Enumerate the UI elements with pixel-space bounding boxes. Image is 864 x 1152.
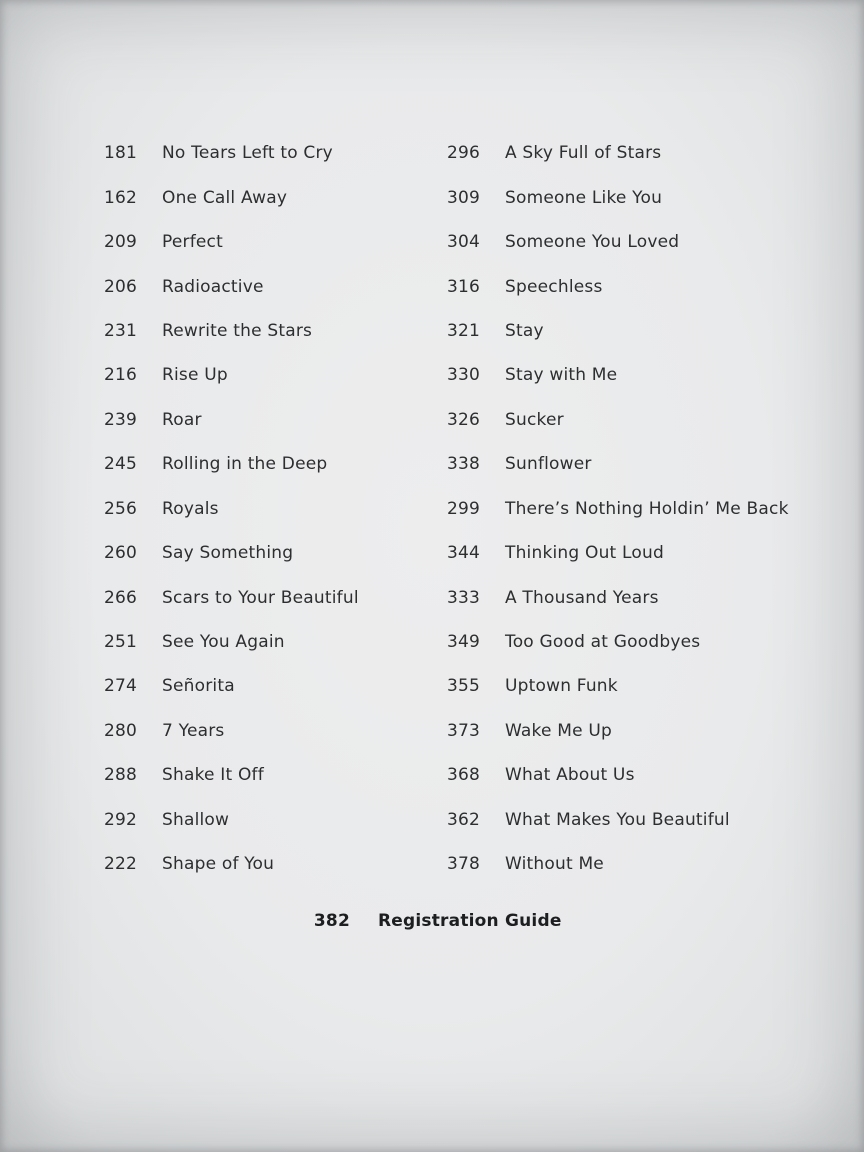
registration-guide-title: Registration Guide (378, 911, 562, 931)
toc-song-title: Say Something (162, 543, 294, 564)
toc-row (343, 264, 789, 308)
toc-page-number: 296 (446, 143, 480, 164)
toc-song-title: No Tears Left to Cry (162, 143, 333, 164)
toc-page-number: 266 (103, 587, 137, 608)
toc-page-number: 231 (103, 320, 137, 341)
toc-song-title: Sunflower (505, 454, 592, 475)
toc-page-number: 355 (446, 676, 480, 697)
song-index-left-column (0, 131, 359, 886)
toc-row (0, 664, 359, 708)
toc-page-number: 309 (446, 187, 480, 208)
toc-page-number: 222 (103, 854, 137, 875)
toc-page-number: 216 (103, 365, 137, 386)
toc-row (0, 353, 359, 397)
toc-row (343, 664, 789, 708)
toc-page-number: 288 (103, 765, 137, 786)
toc-page-number: 326 (446, 409, 480, 430)
toc-row (343, 798, 789, 842)
toc-page-number: 280 (103, 720, 137, 741)
toc-song-title: A Sky Full of Stars (505, 143, 662, 164)
toc-page-number: 338 (446, 454, 480, 475)
toc-song-title: Thinking Out Loud (505, 543, 664, 564)
toc-song-title: What Makes You Beautiful (505, 809, 730, 830)
toc-song-title: Señorita (162, 676, 235, 697)
toc-song-title: Wake Me Up (505, 720, 613, 741)
toc-page-number: 181 (103, 143, 137, 164)
toc-song-title: Shallow (162, 809, 230, 830)
registration-guide-page-number: 382 (313, 911, 350, 931)
toc-row (343, 442, 789, 486)
toc-row (343, 131, 789, 175)
toc-page-number: 349 (446, 632, 480, 653)
toc-row (343, 842, 789, 886)
toc-page-number: 378 (446, 854, 480, 875)
toc-song-title: Rewrite the Stars (162, 320, 313, 341)
toc-song-title: Scars to Your Beautiful (162, 587, 359, 608)
toc-page-number: 344 (446, 543, 480, 564)
toc-song-title: Uptown Funk (505, 676, 618, 697)
toc-song-title: Speechless (505, 276, 603, 297)
toc-page-number: 368 (446, 765, 480, 786)
toc-row (343, 353, 789, 397)
toc-song-title: What About Us (505, 765, 635, 786)
toc-row (343, 175, 789, 219)
toc-page-number: 316 (446, 276, 480, 297)
toc-row (0, 709, 359, 753)
toc-row (343, 575, 789, 619)
toc-song-title: Roar (162, 409, 202, 430)
toc-page-number: 333 (446, 587, 480, 608)
toc-song-title: Stay with Me (505, 365, 618, 386)
toc-page-number: 292 (103, 809, 137, 830)
toc-row (343, 753, 789, 797)
toc-song-title: Perfect (162, 232, 223, 253)
toc-song-title: Stay (505, 320, 544, 341)
toc-row (0, 398, 359, 442)
toc-row (0, 131, 359, 175)
toc-page-number: 206 (103, 276, 137, 297)
toc-row (0, 220, 359, 264)
toc-row (0, 842, 359, 886)
toc-row (0, 620, 359, 664)
toc-page-number: 209 (103, 232, 137, 253)
toc-song-title: Shape of You (162, 854, 275, 875)
toc-page-number: 299 (446, 498, 480, 519)
toc-row (343, 487, 789, 531)
toc-page-number: 260 (103, 543, 137, 564)
toc-song-title: Without Me (505, 854, 604, 875)
toc-page-number: 373 (446, 720, 480, 741)
toc-page-number: 304 (446, 232, 480, 253)
toc-row (0, 309, 359, 353)
toc-row (0, 442, 359, 486)
toc-row (343, 309, 789, 353)
toc-page-number: 330 (446, 365, 480, 386)
toc-song-title: 7 Years (162, 720, 225, 741)
toc-page-number: 256 (103, 498, 137, 519)
toc-row (0, 264, 359, 308)
toc-song-title: One Call Away (162, 187, 288, 208)
song-index-right-column (343, 131, 789, 886)
toc-song-title: A Thousand Years (505, 587, 659, 608)
toc-song-title: Sucker (505, 409, 564, 430)
toc-song-title: There’s Nothing Holdin’ Me Back (505, 498, 789, 519)
toc-page-number: 274 (103, 676, 137, 697)
toc-page-number: 362 (446, 809, 480, 830)
toc-row (0, 175, 359, 219)
toc-row (0, 575, 359, 619)
toc-song-title: Rise Up (162, 365, 228, 386)
toc-row (0, 753, 359, 797)
toc-row (0, 531, 359, 575)
registration-guide-entry (0, 899, 864, 943)
toc-row (343, 709, 789, 753)
toc-song-title: Someone Like You (505, 187, 663, 208)
toc-page-number: 245 (103, 454, 137, 475)
toc-row (343, 620, 789, 664)
toc-page-number: 162 (103, 187, 137, 208)
toc-row (0, 798, 359, 842)
toc-row (0, 487, 359, 531)
toc-song-title: Someone You Loved (505, 232, 680, 253)
toc-song-title: Too Good at Goodbyes (505, 632, 701, 653)
toc-row (343, 220, 789, 264)
toc-page-number: 251 (103, 632, 137, 653)
toc-page-number: 321 (446, 320, 480, 341)
toc-song-title: Shake It Off (162, 765, 264, 786)
toc-song-title: Radioactive (162, 276, 264, 297)
toc-page-number: 239 (103, 409, 137, 430)
toc-row (343, 531, 789, 575)
toc-song-title: Rolling in the Deep (162, 454, 328, 475)
toc-song-title: See You Again (162, 632, 285, 653)
toc-row (343, 398, 789, 442)
toc-song-title: Royals (162, 498, 219, 519)
